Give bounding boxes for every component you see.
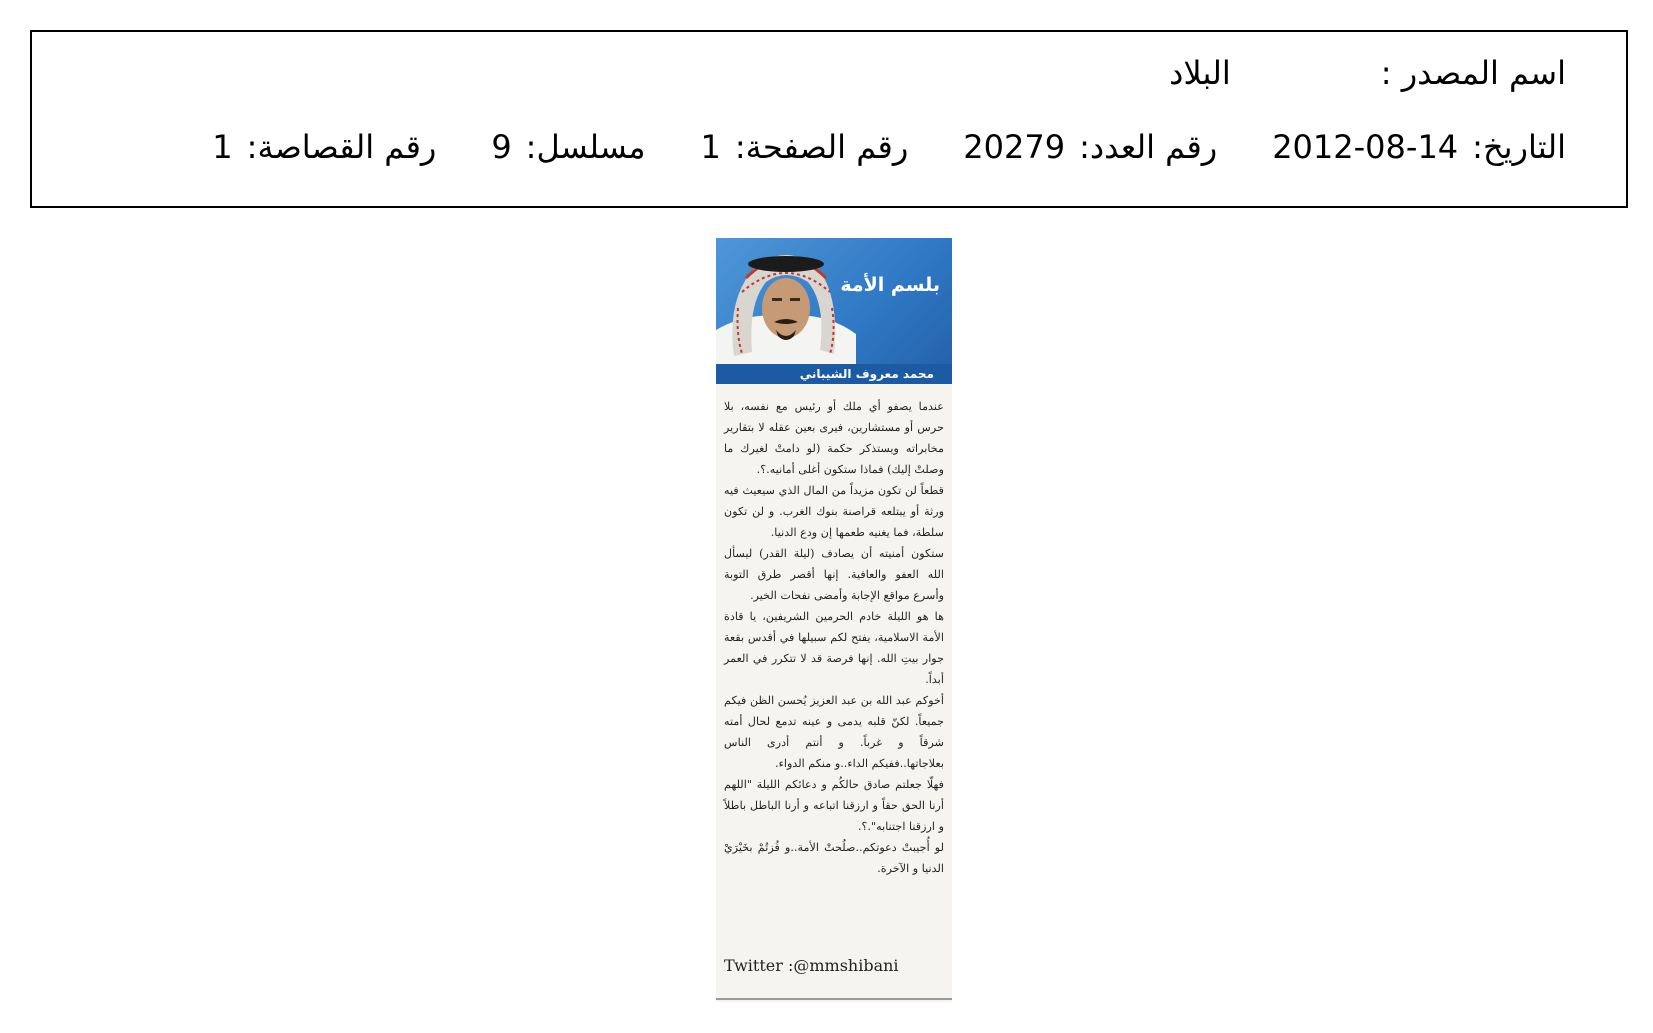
source-row — [1169, 54, 1566, 92]
source-value: البلاد — [1169, 54, 1231, 92]
article-paragraph: ها هو الليلة خادم الحرمين الشريفين، يا قادة الأمة الاسلامية، يفتح لكم سبيلها في أقدس بقعة جوار بيتِ الله. إنها فرصة قد لا تتكرر في العمر أبداً. — [724, 610, 944, 686]
article-paragraph: أخوكم عبد الله بن عبد العزيز يُحسن الظن فيكم جميعاً. لكنّ قلبه يدمى و عينه تدمع لحال أمته شرقاً و غرباً. و أنتم أدرى الناس بعلاجاتها..ففيكم الداء..و منكم الدواء. — [724, 694, 944, 770]
column-title: بلسم الأمة — [840, 274, 940, 296]
article-paragraph: فهلّا جعلتم صادق حالكُم و دعائكم الليلة "اللهم أرنا الحق حقاً و ارزقنا اتباعه و أرنا الباطل باطلاً و ارزقنا اجتنابه".؟. — [724, 778, 944, 833]
page-label: رقم الصفحة: — [734, 128, 909, 166]
author-portrait — [716, 238, 856, 364]
issue-field — [963, 128, 1217, 166]
column-banner — [716, 238, 952, 384]
bottom-rule — [716, 998, 952, 1000]
serial-value: 9 — [491, 128, 512, 166]
issue-value: 20279 — [963, 128, 1066, 166]
clipping-field — [212, 128, 436, 166]
article-paragraph: عندما يصفو أي ملك أو رئيس مع نفسه، بلا حرس أو مستشارين، فيرى بعين عقله لا بتقارير مخابراته ويستذكر حكمة (لو دامتْ لغيرك ما وصلتْ إليك) فماذا ستكون أغلى أمانيه.؟. — [724, 400, 944, 476]
article-body — [724, 396, 944, 879]
source-label: اسم المصدر : — [1380, 54, 1566, 92]
twitter-handle: Twitter :@mmshibani — [724, 956, 899, 975]
page-field — [701, 128, 909, 166]
date-label: التاريخ: — [1472, 128, 1566, 166]
page-value: 1 — [700, 128, 721, 166]
clipping-value: 1 — [212, 128, 233, 166]
author-name: محمد معروف الشيباني — [716, 364, 952, 384]
article-paragraph: قطعاً لن تكون مزيداً من المال الذي سيعيث فيه ورثة أو يبتلعه قراصنة بنوك الغرب. و لن تكون سلطة، فما يغنيه طعمها إن ودع الدنيا. — [724, 484, 944, 539]
serial-label: مسلسل: — [525, 128, 646, 166]
meta-row — [212, 128, 1566, 166]
issue-label: رقم العدد: — [1079, 128, 1218, 166]
date-value: 2012-08-14 — [1272, 128, 1459, 166]
serial-field — [491, 128, 645, 166]
date-field — [1272, 128, 1566, 166]
header-box — [30, 30, 1628, 208]
article-paragraph: لو أُجيبتْ دعوتكم..صلُحتْ الأمة..و فُزتُمْ بخَيْرَيْ الدنيا و الآخرة. — [724, 841, 944, 875]
article-paragraph: ستكون أمنيته أن يصادف (ليلة القدر) ليسأل الله العفو والعافية. إنها أقصر طرق التوبة وأسرع مواقع الإجابة وأمضى نفحات الخير. — [724, 547, 944, 602]
clipping-label: رقم القصاصة: — [246, 128, 437, 166]
newspaper-clipping — [716, 238, 952, 1002]
